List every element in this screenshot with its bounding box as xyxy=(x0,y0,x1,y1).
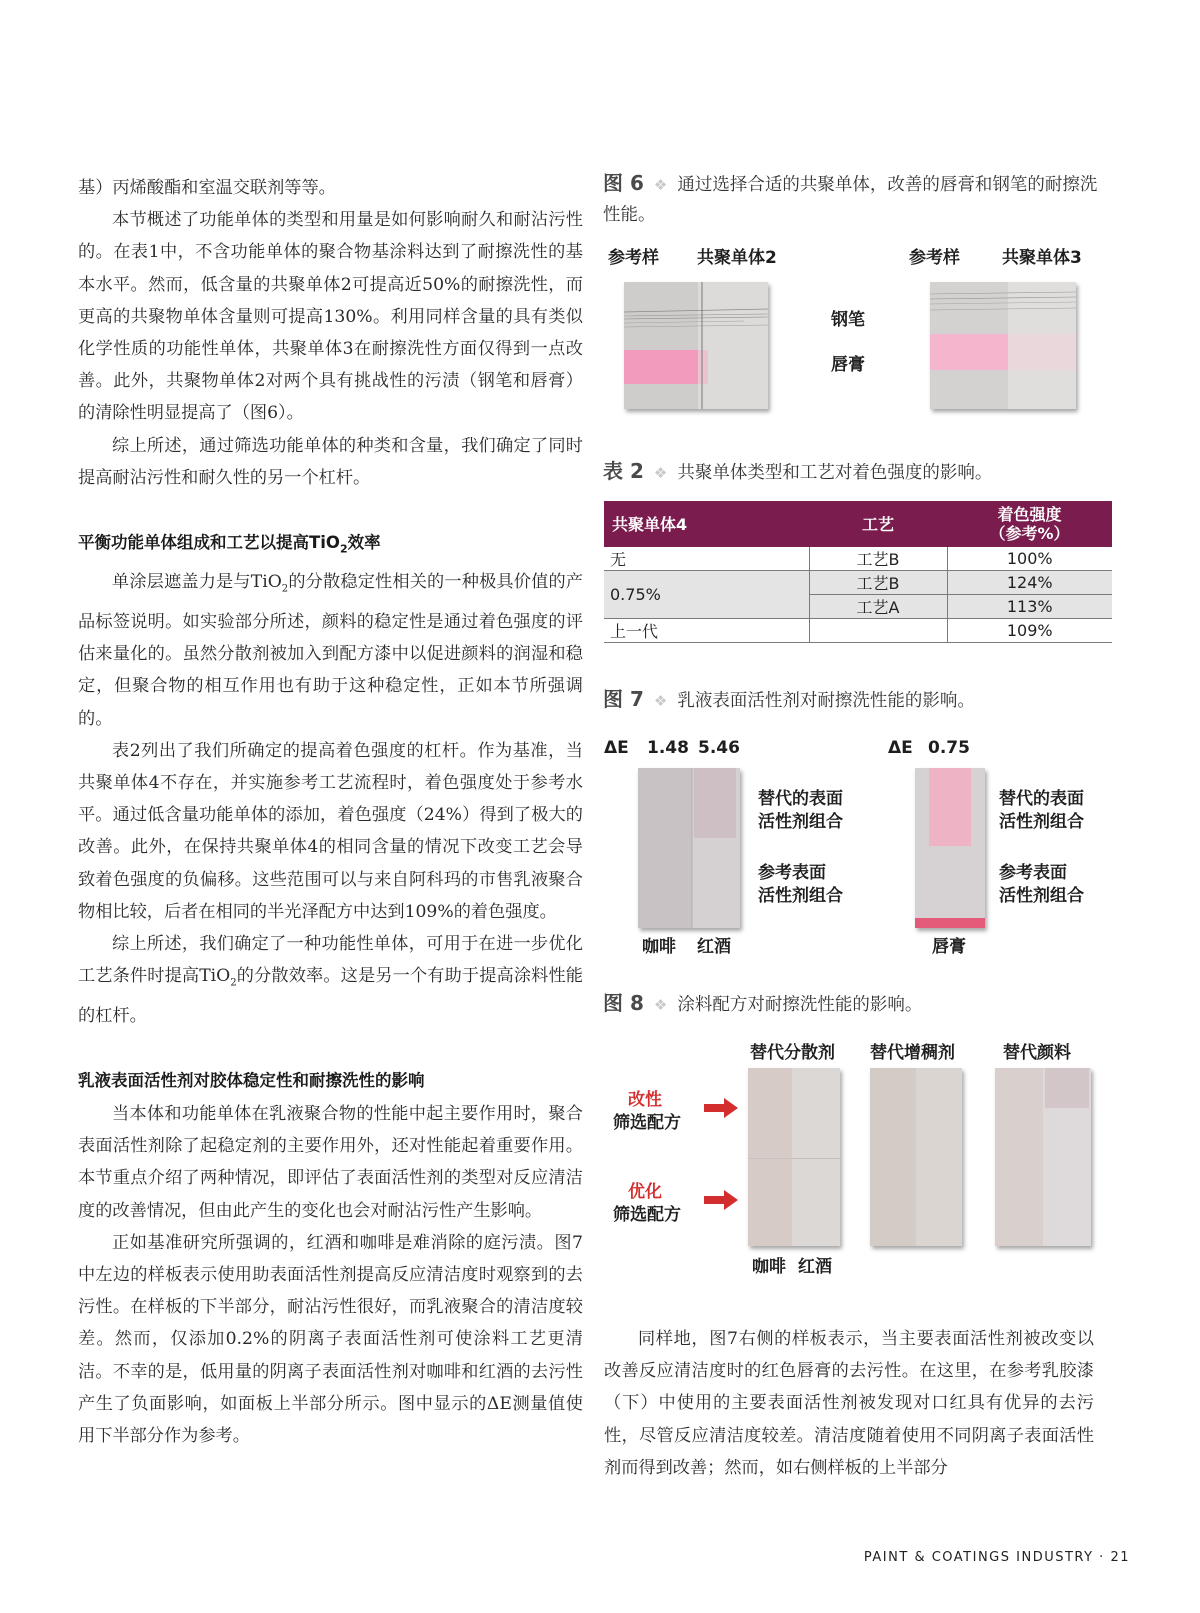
figure-8-caption xyxy=(603,988,1103,1020)
label-pen: 钢笔 xyxy=(831,310,865,330)
right-column-text xyxy=(604,1323,1094,1484)
paragraph: 正如基准研究所强调的，红酒和咖啡是难消除的庭污渍。图7中左边的样板表示使用助表面活性剂提高反应清洁度时观察到的去污性。在样板的下半部分，耐沾污性很好，而乳液聚合的清洁度较差。然而，仅添加0.2%的阴离子表面活性剂可使涂料工艺更清洁。不幸的是，低用量的阴离子表面活性剂对咖啡和红酒的去污性产生了负面影响，如面板上半部分所示。图中显示的ΔE测量值使用下半部分作为参考。 xyxy=(78,1232,583,1447)
diamond-icon: ❖ xyxy=(653,176,668,194)
label-lipstick: 唇膏 xyxy=(932,937,966,957)
paragraph: 当本体和功能单体在乳液聚合物的性能中起主要作用时，聚合表面活性剂除了起稳定剂的主要作用外，还对性能起着重要作用。本节重点介绍了两种情况，即评估了表面活性剂的类型对反应清洁度的改善情况，但由此产生的变化也会对耐沾污性产生影响。 xyxy=(78,1104,583,1221)
diamond-icon: ❖ xyxy=(653,464,668,482)
table-cell: 无 xyxy=(604,547,809,571)
delta-e-value: 5.46 xyxy=(698,738,740,758)
left-column xyxy=(78,172,583,1452)
label-lipstick: 唇膏 xyxy=(831,355,865,375)
heading-text: 效率 xyxy=(347,533,381,553)
header-line: 着色强度 xyxy=(997,505,1062,524)
label-alt-dispersant: 替代分散剂 xyxy=(750,1043,835,1063)
table-cell: 上一代 xyxy=(604,619,809,643)
subscript: 2 xyxy=(230,977,237,989)
paragraph: 同样地，图7右侧的样板表示，当主要表面活性剂被改变以改善反应清洁度时的红色唇膏的去污性。在这里，在参考乳胶漆（下）中使用的主要表面活性剂被发现对口红具有优异的去污性，尽管反应清洁度较差。清洁度随着使用不同阴离子表面活性剂而得到改善；然而，如右侧样板的上半部分 xyxy=(604,1329,1094,1478)
figure-caption: 涂料配方对耐擦洗性能的影响。 xyxy=(677,995,923,1015)
scrub-panel-image xyxy=(915,768,985,928)
table-cell: 工艺B xyxy=(809,547,947,571)
scrub-panel-image xyxy=(748,1068,840,1246)
label-comonomer-2: 共聚单体2 xyxy=(697,248,777,268)
table-cell: 100% xyxy=(947,547,1112,571)
label-alt-surfactant xyxy=(999,788,1084,834)
table-cell: 工艺B xyxy=(809,571,947,595)
table-number: 表 2 xyxy=(603,459,644,483)
column-header xyxy=(947,501,1112,547)
section-heading: 乳液表面活性剂对胶体稳定性和耐擦洗性的影响 xyxy=(78,1071,425,1091)
section-heading xyxy=(78,526,583,566)
delta-e-value: 0.75 xyxy=(928,738,970,758)
paragraph xyxy=(78,566,583,734)
diamond-icon: ❖ xyxy=(653,692,668,710)
scrub-panel-image xyxy=(930,282,1076,409)
label-modified: 改性 xyxy=(628,1090,662,1110)
table-row xyxy=(604,619,1112,643)
label-line: 活性剂组合 xyxy=(999,812,1084,832)
table-cell: 109% xyxy=(947,619,1112,643)
label-ref-surfactant xyxy=(999,862,1084,908)
table-cell: 工艺A xyxy=(809,595,947,619)
table-row xyxy=(604,571,1112,595)
label-line: 替代的表面 xyxy=(758,789,843,809)
diamond-icon: ❖ xyxy=(653,996,668,1014)
data-table xyxy=(604,501,1112,643)
figure-number: 图 6 xyxy=(603,171,644,195)
label-ref-surfactant xyxy=(758,862,843,908)
figure-6-caption xyxy=(603,168,1103,230)
label-wine: 红酒 xyxy=(697,937,731,957)
label-comonomer-3: 共聚单体3 xyxy=(1002,248,1082,268)
text-run: 综上所述，我们确定了一种功能性单体，可用于在进一步优化工艺条件时提高TiO xyxy=(78,934,583,987)
text-run: 的分散稳定性相关的一种极具价值的产品标签说明。如实验部分所述，颜料的稳定性是通过着色强度的评估来量化的。虽然分散剂被加入到配方漆中以促进颜料的润湿和稳定，但聚合物的相互作用也有助于这种稳定性，正如本节所强调的。 xyxy=(78,572,583,729)
page-footer: PAINT & COATINGS INDUSTRY · 21 xyxy=(863,1550,1130,1565)
label-screening-formula: 筛选配方 xyxy=(613,1113,681,1133)
label-alt-thickener: 替代增稠剂 xyxy=(870,1043,955,1063)
label-reference: 参考样 xyxy=(608,248,659,268)
table-caption: 共聚单体类型和工艺对着色强度的影响。 xyxy=(677,463,993,483)
paragraph: 本节概述了功能单体的类型和用量是如何影响耐久和耐沾污性的。在表1中，不含功能单体的聚合物基涂料达到了耐擦洗性的基本水平。然而，低含量的共聚单体2可提高近50%的耐擦洗性，而更高的共聚物单体含量则可提高130%。利用同样含量的具有类似化学性质的功能性单体，共聚单体3在耐擦洗性方面仅得到一点改善。此外，共聚物单体2对两个具有挑战性的污渍（钢笔和唇膏）的清除性明显提高了（图6）。 xyxy=(78,210,583,424)
arrow-right-icon xyxy=(704,1190,738,1210)
table-row xyxy=(604,547,1112,571)
paragraph: 表2列出了我们所确定的提高着色强度的杠杆。作为基准，当共聚单体4不存在，并实施参考工艺流程时，着色强度处于参考水平。通过低含量功能单体的添加，着色强度（24%）得到了极大的改善。此外，在保持共聚单体4的相同含量的情况下改变工艺会导致着色强度的负偏移。这些范围可以与来自阿科玛的市售乳液聚合物相比较，后者在相同的半光泽配方中达到109%的着色强度。 xyxy=(78,740,583,922)
figure-7-caption xyxy=(603,684,1103,716)
subscript: 2 xyxy=(339,542,348,556)
header-line: （参考%） xyxy=(989,524,1070,543)
label-line: 活性剂组合 xyxy=(758,886,843,906)
scrub-panel-image xyxy=(624,282,768,409)
heading-text: 平衡功能单体组成和工艺以提高TiO xyxy=(78,533,340,553)
label-line: 参考表面 xyxy=(999,863,1067,883)
paragraph: 综上所述，通过筛选功能单体的种类和含量，我们确定了同时提高耐沾污性和耐久性的另一个杠杆。 xyxy=(78,435,583,488)
label-line: 活性剂组合 xyxy=(758,812,843,832)
subscript: 2 xyxy=(281,583,289,595)
label-coffee: 咖啡 xyxy=(752,1257,786,1277)
label-wine: 红酒 xyxy=(798,1257,832,1277)
label-line: 替代的表面 xyxy=(999,789,1084,809)
label-screening-formula: 筛选配方 xyxy=(613,1205,681,1225)
delta-e-value: 1.48 xyxy=(647,738,689,758)
table-header-row xyxy=(604,501,1112,547)
delta-e-label: ΔE xyxy=(604,738,629,758)
label-reference: 参考样 xyxy=(909,248,960,268)
paragraph xyxy=(78,928,583,1032)
label-line: 参考表面 xyxy=(758,863,826,883)
label-coffee: 咖啡 xyxy=(642,937,676,957)
label-alt-pigment: 替代颜料 xyxy=(1003,1043,1071,1063)
label-alt-surfactant xyxy=(758,788,843,834)
figure-number: 图 8 xyxy=(603,991,644,1015)
figure-number: 图 7 xyxy=(603,687,644,711)
label-line: 活性剂组合 xyxy=(999,886,1084,906)
figure-caption: 乳液表面活性剂对耐擦洗性能的影响。 xyxy=(677,691,975,711)
column-header: 共聚单体4 xyxy=(604,501,809,547)
text-run: 单涂层遮盖力是与TiO xyxy=(112,572,282,593)
table-cell xyxy=(809,619,947,643)
text-run: 的分散效率。这是另一个有助于提高涂料性能的杠杆。 xyxy=(78,966,583,1026)
table-cell: 113% xyxy=(947,595,1112,619)
delta-e-label: ΔE xyxy=(888,738,913,758)
scrub-panel-image xyxy=(638,768,740,928)
scrub-panel-image xyxy=(870,1068,962,1246)
arrow-right-icon xyxy=(704,1098,738,1118)
column-header: 工艺 xyxy=(809,501,947,547)
scrub-panel-image xyxy=(995,1068,1091,1246)
table-cell: 124% xyxy=(947,571,1112,595)
table-cell: 0.75% xyxy=(604,571,809,619)
paragraph: 基）丙烯酸酯和室温交联剂等等。 xyxy=(78,178,336,198)
table-2-caption xyxy=(603,456,1103,488)
table-2 xyxy=(604,501,1112,643)
label-optimized: 优化 xyxy=(628,1182,662,1202)
figure-caption: 通过选择合适的共聚单体，改善的唇膏和钢笔的耐擦洗性能。 xyxy=(603,175,1098,225)
